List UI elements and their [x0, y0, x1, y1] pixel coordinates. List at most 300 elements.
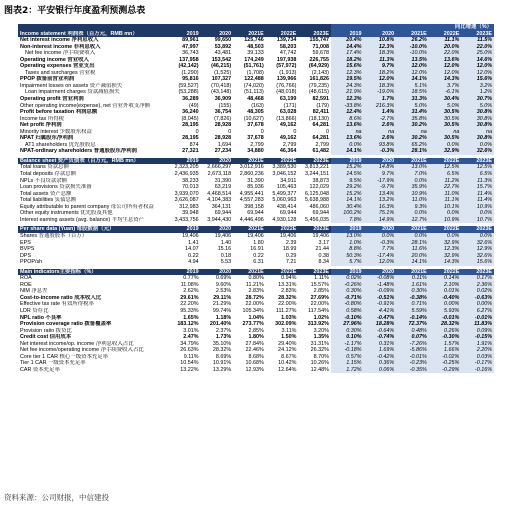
- growth-cell: 11.83%: [461, 321, 494, 328]
- row-label: Loan provisions 贷款损失准备: [20, 184, 92, 191]
- growth-cell: 18.2%: [364, 70, 397, 77]
- growth-cell: na: [461, 129, 494, 136]
- growth-cell: 13.4%: [364, 191, 397, 198]
- growth-cell: -17.4%: [364, 253, 397, 260]
- table-row: [18, 321, 494, 328]
- value-cell: 46,364: [279, 148, 297, 155]
- value-cell: 24.12%: [278, 347, 297, 354]
- value-cell: 29.11%: [213, 294, 232, 301]
- row-label: Operating income 营业收入: [20, 56, 89, 63]
- value-cell: 95,816: [182, 76, 199, 83]
- value-cell: 0.18: [220, 252, 232, 259]
- growth-cell: -0.17%: [461, 360, 494, 367]
- column-header: 2022E: [429, 226, 462, 233]
- growth-cell: 1.61%: [396, 282, 429, 289]
- growth-cell: 11.5%: [461, 37, 494, 44]
- growth-cell: 30.5%: [429, 135, 462, 142]
- growth-cell: 32.9%: [429, 240, 462, 247]
- row-label: Shares 普通股股本（百万）: [20, 232, 88, 239]
- value-cell: 2.39: [285, 239, 297, 246]
- growth-cell: 5.0%: [396, 103, 429, 110]
- value-cell: (8,045): [181, 115, 199, 122]
- value-cell: (51,761): [243, 63, 264, 70]
- growth-cell: 9.5%: [331, 178, 364, 185]
- row-label: Impairment losses on assets 资产减值损失: [20, 82, 123, 89]
- section-title: Balance sheet 资产负债表（百万元，RMB mn）: [18, 158, 168, 165]
- value-cell: 19,406: [182, 232, 199, 239]
- section-title: Main indicators主要指标（%）: [18, 269, 168, 276]
- value-cell: (70,418): [211, 82, 232, 89]
- value-cell: 8.34: [318, 259, 329, 266]
- table-row: [18, 367, 494, 374]
- row-label: LDR 贷存比: [20, 307, 49, 314]
- value-cell: 37,678: [247, 135, 264, 142]
- value-cell: 63,219: [214, 184, 232, 191]
- growth-cell: 25.0%: [461, 50, 494, 57]
- column-header: 2023E: [461, 158, 494, 165]
- value-cell: 4,104,383: [207, 197, 232, 204]
- value-cell: 19,406: [279, 232, 297, 239]
- value-cell: 10.68%: [245, 360, 264, 367]
- value-cell: 2,323,205: [174, 164, 199, 171]
- value-cell: 4.94: [188, 259, 199, 266]
- growth-cell: 15.6%: [461, 259, 494, 266]
- value-cell: 3,012,916: [239, 164, 264, 171]
- growth-cell: 15.6%: [331, 63, 364, 70]
- growth-cell: 2.20%: [461, 347, 494, 354]
- value-cell: 28.32%: [212, 347, 232, 354]
- value-cell: 59,678: [312, 50, 329, 57]
- growth-cell: 0.02%: [461, 288, 494, 295]
- growth-cell: 7.7%: [364, 246, 397, 253]
- growth-cell: 4.41%: [364, 308, 397, 315]
- value-cell: 10.54%: [180, 360, 199, 367]
- row-label: Other equity instruments 优先股及其他: [20, 210, 113, 217]
- growth-cell: -0.23%: [396, 360, 429, 367]
- value-cell: 12.64%: [278, 366, 297, 373]
- table-row: [18, 210, 494, 217]
- growth-cell: 15.7%: [461, 184, 494, 191]
- growth-cell: 1.0%: [331, 240, 364, 247]
- growth-cell: 20.0%: [396, 253, 429, 260]
- row-label: Total assets 资产总额: [20, 190, 72, 197]
- column-header: 2020: [364, 31, 397, 38]
- column-header: 2023E: [461, 226, 494, 233]
- value-cell: 36,743: [182, 50, 199, 57]
- value-cell: 47,997: [182, 43, 199, 50]
- growth-cell: -6.1%: [429, 89, 462, 96]
- growth-cell: 0.26%: [429, 328, 462, 335]
- growth-cell: 20.0%: [429, 44, 462, 51]
- growth-cell: 35.9%: [396, 184, 429, 191]
- value-cell: 82,411: [312, 109, 329, 116]
- value-cell: 89,961: [182, 37, 199, 44]
- growth-cell: -0.09%: [364, 288, 397, 295]
- column-header: 2021E: [233, 226, 266, 233]
- value-cell: 10.26%: [310, 360, 329, 367]
- growth-cell: -0.3%: [364, 240, 397, 247]
- value-cell: 4,930,128: [272, 216, 297, 223]
- value-cell: 15.57%: [310, 281, 329, 288]
- value-cell: 34,911: [280, 177, 297, 184]
- growth-cell: 0.48%: [396, 328, 429, 335]
- value-cell: 27,321: [182, 148, 199, 155]
- growth-cell: 30.8%: [461, 135, 494, 142]
- value-cell: (46,215): [211, 63, 232, 70]
- growth-cell: 10.9%: [396, 191, 429, 198]
- value-cell: (49): [189, 102, 199, 109]
- growth-cell: 27.96%: [331, 321, 364, 328]
- column-header: 2019: [331, 158, 364, 165]
- value-cell: 2,666,297: [207, 164, 232, 171]
- value-cell: 0.22: [253, 252, 264, 259]
- value-cell: (53,288): [178, 89, 199, 96]
- value-cell: 9.60%: [215, 281, 232, 288]
- growth-cell: -0.71%: [331, 295, 364, 302]
- column-header: 2023E: [298, 31, 331, 38]
- column-header: 2023E: [298, 158, 331, 165]
- value-cell: 364,131: [211, 203, 232, 210]
- column-header: 2019: [331, 226, 364, 233]
- value-cell: 29.61%: [180, 294, 199, 301]
- column-header: 2020: [364, 226, 397, 233]
- growth-cell: 11.1%: [429, 37, 462, 44]
- growth-cell: 12.0%: [364, 259, 397, 266]
- value-cell: 64,281: [312, 135, 329, 142]
- value-cell: 3,433,756: [174, 216, 199, 223]
- growth-cell: -0.51%: [364, 295, 397, 302]
- value-cell: 2,799: [315, 141, 329, 148]
- growth-cell: 0.06%: [364, 367, 397, 374]
- column-header: 2022E: [429, 158, 462, 165]
- growth-cell: 12.0%: [429, 63, 462, 70]
- value-cell: 11.21%: [245, 281, 264, 288]
- growth-cell: 15.2%: [331, 191, 364, 198]
- value-cell: 53,892: [214, 43, 232, 50]
- growth-cell: 5.93%: [429, 308, 462, 315]
- growth-cell: 0.07%: [396, 334, 429, 341]
- growth-cell: 21.9%: [331, 89, 364, 96]
- value-cell: 111.27%: [275, 307, 297, 314]
- growth-cell: 22.0%: [461, 44, 494, 51]
- growth-cell: -0.26%: [331, 282, 364, 289]
- growth-cell: 0.30%: [331, 288, 364, 295]
- growth-cell: 11.3%: [364, 57, 397, 64]
- value-cell: 183.12%: [177, 321, 199, 328]
- value-cell: 117.54%: [308, 307, 329, 314]
- row-label: NPL ratio 不良率: [20, 314, 62, 321]
- value-cell: 1.04%: [248, 314, 264, 321]
- growth-cell: 28.1%: [396, 148, 429, 155]
- growth-cell: -9.7%: [364, 184, 397, 191]
- value-cell: 38,233: [182, 177, 199, 184]
- row-label: NPAT 归属股东净利润: [20, 135, 74, 142]
- section-header-row: [18, 226, 494, 233]
- value-cell: (64,929): [308, 63, 329, 70]
- row-label: NPAT-ordinary shareholders 普通股股东净利润: [20, 148, 137, 155]
- value-cell: 37,678: [247, 122, 264, 129]
- growth-cell: -0.38%: [396, 295, 429, 302]
- growth-cell: -0.02%: [429, 354, 462, 361]
- growth-cell: 5.59%: [396, 308, 429, 315]
- growth-cell: -0.35%: [396, 367, 429, 374]
- growth-cell: 31.4%: [396, 109, 429, 116]
- growth-cell: 100.2%: [331, 210, 364, 217]
- growth-cell: -0.01%: [461, 315, 494, 322]
- value-cell: 3.17: [318, 239, 329, 246]
- growth-cell: 22.0%: [429, 50, 462, 57]
- growth-cell: 1.72%: [331, 367, 364, 374]
- growth-cell: 7.0%: [396, 171, 429, 178]
- row-label: NIM 净息差: [20, 288, 48, 295]
- column-header: 2021E: [396, 158, 429, 165]
- growth-cell: 24.3%: [331, 83, 364, 90]
- row-label: PPOP/sh: [20, 259, 43, 266]
- growth-cell: 0.0%: [461, 233, 494, 240]
- value-cell: 19,406: [312, 232, 329, 239]
- growth-cell: 0.58%: [331, 308, 364, 315]
- growth-cell: 0.0%: [331, 142, 364, 149]
- value-cell: 3,813,221: [304, 164, 329, 171]
- value-cell: 137,958: [179, 56, 199, 63]
- value-cell: (76,766): [276, 82, 297, 89]
- section-title: Per share data (Yuan) 每股数据（元）: [18, 226, 168, 233]
- value-cell: (42,142): [178, 63, 199, 70]
- value-cell: 155,747: [309, 37, 329, 44]
- value-cell: 58,203: [279, 43, 297, 50]
- growth-cell: 1.2%: [461, 89, 494, 96]
- growth-cell: 5.0%: [461, 103, 494, 110]
- row-label: Net fee income 净手续费收入: [25, 50, 96, 57]
- forecast-table: [18, 24, 494, 373]
- value-cell: 2.85%: [248, 327, 264, 334]
- table-body: [18, 31, 494, 374]
- growth-cell: -17.9%: [364, 178, 397, 185]
- value-cell: 201.40%: [209, 321, 232, 328]
- growth-cell: 1.15%: [331, 360, 364, 367]
- growth-cell: 11.4%: [461, 197, 494, 204]
- value-cell: 2.47%: [183, 334, 199, 341]
- growth-cell: 14.5%: [331, 171, 364, 178]
- growth-cell: 5.0%: [429, 103, 462, 110]
- value-cell: 0.29: [285, 252, 297, 259]
- growth-cell: 0.02%: [331, 275, 364, 282]
- growth-cell: -10.0%: [396, 50, 429, 57]
- value-cell: 6,125,048: [304, 190, 329, 197]
- growth-cell: 2.6%: [364, 122, 397, 129]
- value-cell: 2.83%: [248, 288, 264, 295]
- value-cell: 1,694: [217, 141, 232, 148]
- value-cell: 7.21: [285, 259, 297, 266]
- value-cell: 36,289: [182, 96, 199, 103]
- value-cell: (171): [283, 102, 297, 109]
- value-cell: 29.40%: [278, 340, 297, 347]
- growth-cell: 19.5%: [331, 76, 364, 83]
- growth-cell: na: [396, 129, 429, 136]
- column-header: 2019: [168, 158, 201, 165]
- growth-cell: 8.6%: [331, 116, 364, 123]
- growth-cell: 12.0%: [461, 63, 494, 70]
- value-cell: 4,955,441: [239, 190, 264, 197]
- column-header: 2022E: [266, 31, 299, 38]
- column-header: 2020: [201, 158, 234, 165]
- value-cell: 69,944: [279, 210, 297, 217]
- value-cell: 22.00%: [310, 301, 329, 308]
- value-cell: 5,060,963: [272, 197, 297, 204]
- value-cell: (13,866): [276, 115, 297, 122]
- value-cell: 1.80: [253, 239, 264, 246]
- growth-cell: 11.1%: [429, 197, 462, 204]
- table-row: [18, 109, 494, 116]
- growth-cell: 3.7%: [429, 83, 462, 90]
- value-cell: 2.62%: [183, 288, 199, 295]
- growth-cell: -0.01%: [396, 354, 429, 361]
- growth-cell: -0.40%: [429, 295, 462, 302]
- row-label: Interest earning assets (avg. balance) 平均生息资产: [20, 216, 145, 223]
- value-cell: 26.63%: [180, 347, 199, 354]
- growth-cell: 12.3%: [364, 44, 397, 51]
- value-cell: 95.33%: [180, 307, 199, 314]
- column-header: 2022E: [266, 158, 299, 165]
- value-cell: 8.67%: [281, 353, 297, 360]
- growth-cell: 13.0%: [331, 233, 364, 240]
- value-cell: 12.93%: [245, 366, 264, 373]
- growth-cell: 12.5%: [429, 164, 462, 171]
- value-cell: 0.77%: [183, 275, 199, 282]
- value-cell: 28,195: [182, 122, 199, 129]
- growth-cell: 10.7%: [461, 217, 494, 224]
- growth-cell: 11.2%: [429, 178, 462, 185]
- value-cell: 16.91: [250, 246, 264, 253]
- row-label: EPS: [20, 239, 31, 246]
- column-header: 2022E: [266, 226, 299, 233]
- value-cell: 14.07: [185, 246, 199, 253]
- value-cell: 3.20%: [313, 327, 329, 334]
- growth-cell: 7.8%: [331, 217, 364, 224]
- growth-cell: 0.0%: [396, 178, 429, 185]
- row-label: Income tax 所得税: [20, 115, 65, 122]
- value-cell: 34,880: [247, 148, 264, 155]
- growth-cell: 13.2%: [364, 197, 397, 204]
- value-cell: 4,468,514: [207, 190, 232, 197]
- growth-cell: -0.42%: [364, 354, 397, 361]
- value-cell: 28.72%: [245, 294, 264, 301]
- value-cell: 2,860,236: [239, 171, 264, 178]
- row-label: AT1 shareholders 优先股股息: [25, 141, 96, 148]
- growth-cell: 0.0%: [429, 142, 462, 149]
- table-row: [18, 217, 494, 224]
- value-cell: (10,627): [243, 115, 264, 122]
- value-cell: (48,615): [308, 89, 329, 96]
- value-cell: 1.11%: [314, 275, 329, 282]
- value-cell: 36,240: [182, 109, 199, 116]
- table-row: [18, 37, 494, 44]
- growth-cell: -2.7%: [364, 116, 397, 123]
- value-cell: 10.42%: [278, 360, 297, 367]
- value-cell: 0.80%: [248, 275, 264, 282]
- growth-cell: 14.1%: [331, 148, 364, 155]
- growth-cell: 3.2%: [461, 83, 494, 90]
- value-cell: 9.11%: [183, 353, 199, 360]
- growth-cell: 30.2%: [396, 122, 429, 129]
- growth-cell: 216.3%: [364, 103, 397, 110]
- value-cell: 35.10%: [212, 340, 232, 347]
- growth-cell: 14.1%: [396, 76, 429, 83]
- growth-cell: 2.6%: [364, 135, 397, 142]
- growth-cell: 93.8%: [364, 142, 397, 149]
- growth-cell: 30.4%: [331, 204, 364, 211]
- value-cell: 273.77%: [242, 321, 264, 328]
- table-row: [18, 301, 494, 308]
- row-label: ROE: [20, 281, 32, 288]
- growth-cell: 1.69%: [364, 347, 397, 354]
- value-cell: 3,944,430: [207, 216, 232, 223]
- value-cell: 19,406: [247, 232, 264, 239]
- growth-header: 同比增速（%）: [331, 24, 494, 31]
- column-header: 2019: [331, 31, 364, 38]
- row-label: Minority interest 少数股东权益: [20, 128, 92, 135]
- column-header: 2019: [168, 226, 201, 233]
- column-header: 2023E: [461, 269, 494, 276]
- row-label: Net interest income/op. income 净利息收入占比: [20, 340, 134, 347]
- growth-cell: 10.9%: [429, 217, 462, 224]
- value-cell: 2,799: [250, 141, 264, 148]
- value-cell: 13.31%: [278, 281, 297, 288]
- value-cell: 27.84%: [245, 340, 264, 347]
- growth-cell: 14.1%: [396, 259, 429, 266]
- growth-cell: 15.2%: [331, 164, 364, 171]
- value-cell: 197,938: [276, 56, 297, 63]
- section-title: Income statement 利润表（百万元，RMB mn）: [18, 31, 168, 38]
- value-cell: (51,113): [244, 89, 264, 96]
- row-label: Total liabilities 负债总额: [20, 197, 77, 204]
- growth-cell: 14.1%: [331, 197, 364, 204]
- value-cell: 69,944: [312, 210, 329, 217]
- column-header: 2023E: [461, 31, 494, 38]
- growth-cell: 2.10%: [429, 282, 462, 289]
- growth-cell: na: [364, 129, 397, 136]
- growth-cell: 12.4%: [331, 109, 364, 116]
- value-cell: 107,327: [211, 76, 232, 83]
- row-label: CAR 资本充足率: [20, 366, 60, 373]
- row-label: Provision coverage ratio 拨备覆盖率: [20, 321, 112, 328]
- value-cell: 19,406: [214, 232, 232, 239]
- growth-cell: -0.25%: [429, 360, 462, 367]
- value-cell: (1,913): [279, 69, 297, 76]
- value-cell: (48,018): [276, 89, 297, 96]
- growth-cell: 29.2%: [331, 184, 364, 191]
- forecast-table-container: [18, 24, 494, 373]
- row-label: ROA: [20, 275, 32, 282]
- growth-cell: 30.5%: [429, 122, 462, 129]
- growth-cell: 14.6%: [461, 57, 494, 64]
- column-header: 2021E: [396, 31, 429, 38]
- column-header: 2020: [364, 158, 397, 165]
- growth-cell: 11.4%: [461, 191, 494, 198]
- value-cell: 8.70%: [313, 353, 329, 360]
- value-cell: (74,020): [243, 82, 264, 89]
- growth-cell: -5.86%: [396, 347, 429, 354]
- value-cell: 5,638,988: [304, 197, 329, 204]
- value-cell: 39,948: [182, 210, 199, 217]
- row-label: DPS: [20, 252, 32, 259]
- value-cell: 3,389,530: [272, 164, 297, 171]
- value-cell: 21.29%: [212, 301, 232, 308]
- column-header: 2020: [201, 31, 234, 38]
- value-cell: 139,966: [276, 76, 297, 83]
- growth-cell: 0.36%: [364, 360, 397, 367]
- growth-cell: 6.5%: [461, 171, 494, 178]
